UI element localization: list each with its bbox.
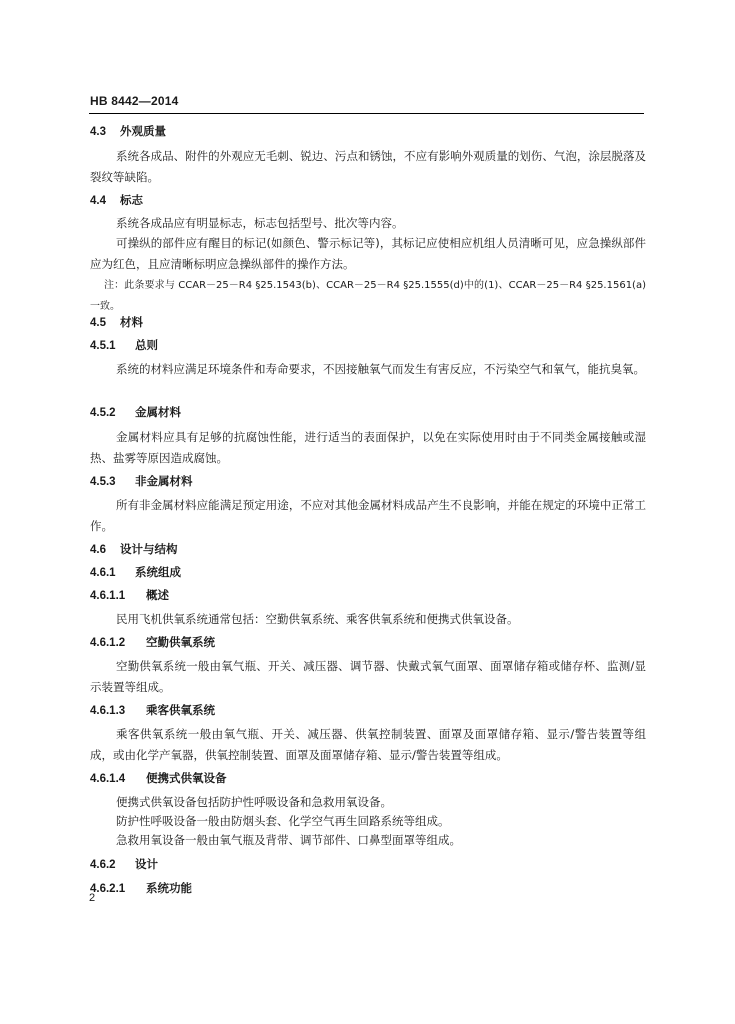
document-code: HB 8442—2014 bbox=[90, 94, 179, 108]
paragraph: 系统的材料应满足环境条件和寿命要求，不因接触氧气而发生有害反应，不污染空气和氧气，能抗臭氧。 bbox=[116, 362, 645, 376]
heading-4-5-2 bbox=[90, 404, 181, 420]
heading-number: 4.6.1.4 bbox=[90, 773, 126, 785]
heading-number: 4.6.2 bbox=[90, 859, 116, 871]
heading-4-5-3 bbox=[90, 473, 193, 489]
heading-title: 便携式供氧设备 bbox=[146, 771, 227, 785]
heading-title: 乘客供氧系统 bbox=[146, 703, 215, 717]
paragraph: 急救用氧设备一般由氧气瓶及背带、调节部件、口鼻型面罩等组成。 bbox=[116, 833, 461, 847]
heading-title: 外观质量 bbox=[120, 124, 166, 138]
paragraph: 所有非金属材料应能满足预定用途，不应对其他金属材料成品产生不良影响，并能在规定的环境中正常工作。 bbox=[90, 498, 646, 533]
heading-4-6-1 bbox=[90, 564, 181, 580]
heading-title: 金属材料 bbox=[135, 405, 181, 419]
heading-4-6-2-1 bbox=[90, 880, 192, 896]
heading-number: 4.6.1.2 bbox=[90, 637, 126, 649]
paragraph: 系统各成品应有明显标志，标志包括型号、批次等内容。 bbox=[116, 216, 404, 230]
heading-number: 4.5.3 bbox=[90, 476, 116, 488]
page-number: 2 bbox=[89, 892, 96, 904]
heading-title: 系统组成 bbox=[135, 565, 181, 579]
heading-number: 4.4 bbox=[90, 195, 106, 207]
heading-number: 4.3 bbox=[90, 126, 106, 138]
paragraph: 系统各成品、附件的外观应无毛刺、锐边、污点和锈蚀，不应有影响外观质量的划伤、气泡，涂层脱落及裂纹等缺陷。 bbox=[90, 149, 646, 184]
heading-title: 设计 bbox=[135, 857, 158, 871]
paragraph: 防护性呼吸设备一般由防烟头套、化学空气再生回路系统等组成。 bbox=[116, 814, 450, 828]
heading-4-6-1-1 bbox=[90, 587, 169, 603]
paragraph: 民用飞机供氧系统通常包括：空勤供氧系统、乘客供氧系统和便携式供氧设备。 bbox=[116, 612, 519, 626]
heading-number: 4.6.1.3 bbox=[90, 705, 126, 717]
heading-number: 4.5.1 bbox=[90, 340, 116, 352]
heading-4-5 bbox=[90, 314, 143, 330]
heading-title: 设计与结构 bbox=[120, 542, 178, 556]
heading-number: 4.5.2 bbox=[90, 407, 116, 419]
heading-number: 4.5 bbox=[90, 317, 106, 329]
heading-4-6 bbox=[90, 541, 178, 557]
heading-number: 4.6 bbox=[90, 544, 106, 556]
heading-title: 概述 bbox=[146, 588, 169, 602]
heading-title: 总则 bbox=[135, 338, 158, 352]
heading-number: 4.6.1.1 bbox=[90, 590, 126, 602]
heading-4-3 bbox=[90, 123, 166, 139]
heading-title: 空勤供氧系统 bbox=[146, 635, 215, 649]
heading-title: 标志 bbox=[120, 193, 143, 207]
paragraph: 便携式供氧设备包括防护性呼吸设备和急救用氧设备。 bbox=[116, 795, 392, 809]
heading-number: 4.6.1 bbox=[90, 567, 116, 579]
paragraph: 可操纵的部件应有醒目的标记(如颜色、警示标记等)，其标记应使相应机组人员清晰可见，应急操纵部件应为红色，且应清晰标明应急操纵部件的操作方法。 bbox=[90, 236, 646, 271]
heading-4-5-1 bbox=[90, 337, 158, 353]
paragraph: 金属材料应具有足够的抗腐蚀性能，进行适当的表面保护，以免在实际使用时由于不同类金属接触或湿热、盐雾等原因造成腐蚀。 bbox=[90, 430, 646, 465]
heading-4-6-1-2 bbox=[90, 634, 215, 650]
header-divider bbox=[89, 113, 644, 114]
paragraph: 乘客供氧系统一般由氧气瓶、开关、减压器、供氧控制装置、面罩及面罩储存箱、显示/警告装置等组成，或由化学产氧器，供氧控制装置、面罩及面罩储存箱、显示/警告装置等组成。 bbox=[90, 727, 646, 762]
note: 注：此条要求与 CCAR－25－R4 §25.1543(b)、CCAR－25－R4 §25.1555(d)中的(1)、CCAR－25－R4 §25.1561(a)一致。 bbox=[90, 280, 646, 312]
heading-title: 系统功能 bbox=[146, 881, 192, 895]
heading-4-6-1-3 bbox=[90, 702, 215, 718]
heading-title: 非金属材料 bbox=[135, 474, 193, 488]
heading-4-4 bbox=[90, 192, 143, 208]
heading-title: 材料 bbox=[120, 315, 143, 329]
heading-number: 4.6.2.1 bbox=[90, 883, 126, 895]
paragraph: 空勤供氧系统一般由氧气瓶、开关、减压器、调节器、快戴式氧气面罩、面罩储存箱或储存杯、监测/显示装置等组成。 bbox=[90, 659, 646, 694]
heading-4-6-1-4 bbox=[90, 770, 227, 786]
heading-4-6-2 bbox=[90, 856, 158, 872]
